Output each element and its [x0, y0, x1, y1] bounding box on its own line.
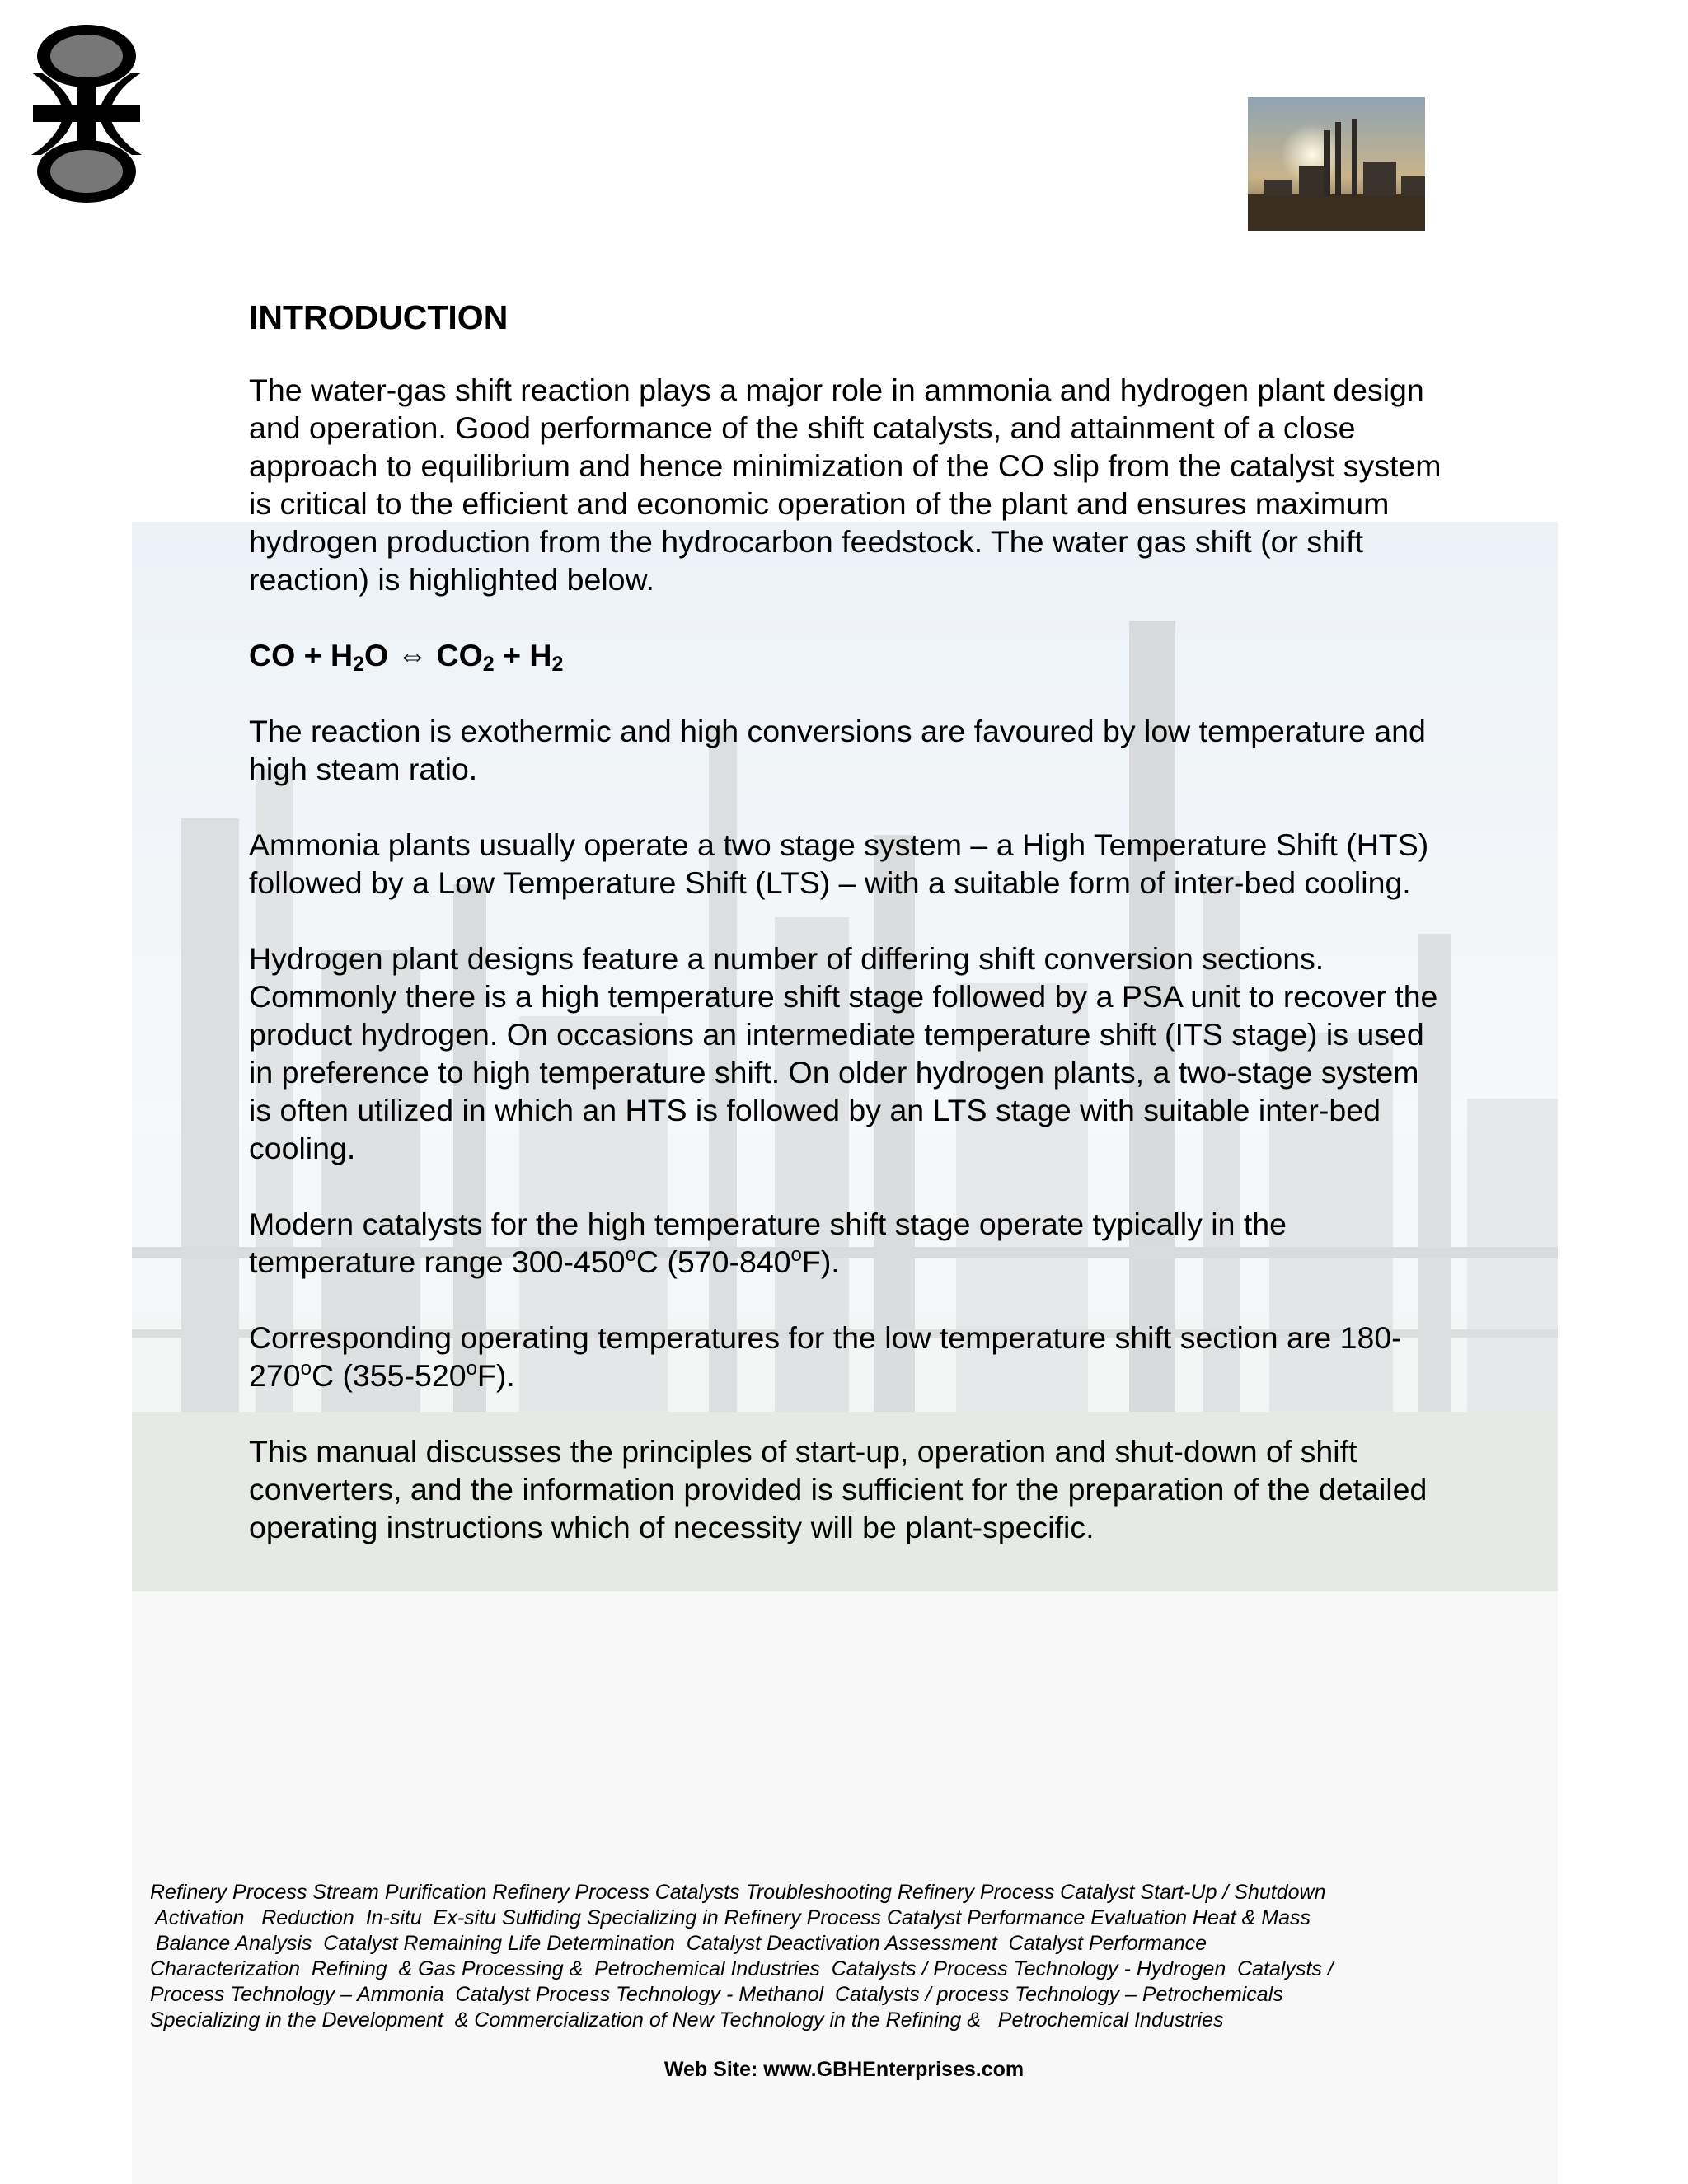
equation-co-h: CO + H [249, 638, 354, 673]
website-link[interactable]: Web Site: www.GBHEnterprises.com [663, 2058, 1025, 2081]
degree-mark: o [300, 1357, 312, 1380]
company-logo [25, 23, 148, 204]
degree-mark: o [466, 1357, 477, 1380]
main-content [249, 290, 1444, 1584]
manual-paragraph: This manual discusses the principles of start-up, operation and shut-down of shift converters, and the information provided is sufficient for the preparation of the detailed operating instructions which of necessity will be plant-specific. [249, 1434, 1428, 1544]
exothermic-paragraph: The reaction is exothermic and high conversions are favoured by low temperature and high steam ratio. [249, 714, 1426, 786]
degree-mark: o [625, 1244, 636, 1266]
degree-mark: o [790, 1244, 802, 1266]
footer-services-text [150, 1880, 1436, 2033]
equation-o-arrow-co: O ⇔ CO [363, 638, 483, 673]
hydrogen-paragraph: Hydrogen plant designs feature a number of differing shift conversion sections. Commonly there is a high temperature shift stage followed by a PSA unit to recover the product hydrogen. On occasions an intermediate temperature shift (ITS stage) is used in preference to high temperature shift. On older hydrogen plants, a two-stage system is often utilized in which an HTS is followed by an LTS stage with suitable inter-bed cooling. [249, 941, 1438, 1165]
footer-line: Specializing in the Development & Commercialization of New Technology in the Refining & Petrochemical Industries [150, 2008, 1224, 2032]
shift-reaction-equation [249, 636, 1444, 674]
page-heading: INTRODUCTION [249, 298, 509, 336]
footer-line: Process Technology – Ammonia Catalyst Process Technology - Methanol Catalysts / process Technology – Petrochemicals [150, 1983, 1283, 2006]
equation-h2o-subscript: 2 [353, 653, 364, 676]
footer-line: Balance Analysis Catalyst Remaining Life Determination Catalyst Deactivation Assessment Catalyst Performance [150, 1932, 1207, 1955]
footer-line: Refinery Process Stream Purification Refinery Process Catalysts Troubleshooting Refinery Process Catalyst Start-Up / Shutdown [150, 1881, 1326, 1904]
equation-co2-subscript: 2 [482, 653, 495, 676]
low-text-3: F). [476, 1358, 515, 1393]
footer-line: Characterization Refining & Gas Processing & Petrochemical Industries Catalysts / Process Technology - Hydrogen Catalysts / [150, 1957, 1334, 1980]
refinery-sunset-photo [1248, 97, 1425, 231]
low-text-1: Corresponding operating temperatures for the low temperature shift section are 180-270 [249, 1320, 1402, 1393]
modern-text-3: F). [801, 1244, 840, 1279]
ammonia-paragraph: Ammonia plants usually operate a two stage system – a High Temperature Shift (HTS) followed by a Low Temperature Shift (LTS) – with a suitable form of inter-bed cooling. [249, 827, 1429, 900]
low-text-2: C (355-520 [311, 1358, 467, 1393]
equation-plus-h: + H [494, 638, 552, 673]
intro-paragraph: The water-gas shift reaction plays a major role in ammonia and hydrogen plant design and operation. Good performance of the shift catalysts, and attainment of a close approach to equilibrium and hence minimization of the CO slip from the catalyst system is critical to the efficient and economic operation of the plant and ensures maximum hydrogen production from the hydrocarbon feedstock. The water gas shift (or shift reaction) is highlighted below. [249, 373, 1442, 597]
modern-text-1: Modern catalysts for the high temperature shift stage operate typically in the temperature range 300-450 [249, 1207, 1287, 1279]
equation-h2-subscript: 2 [551, 653, 564, 676]
low-temperature-paragraph [249, 1319, 1444, 1394]
footer-line: Activation Reduction In-situ Ex-situ Sulfiding Specializing in Refinery Process Catalyst Performance Evaluation Heat & Mass [150, 1906, 1311, 1929]
modern-catalysts-paragraph [249, 1205, 1444, 1281]
modern-text-2: C (570-840 [635, 1244, 791, 1279]
